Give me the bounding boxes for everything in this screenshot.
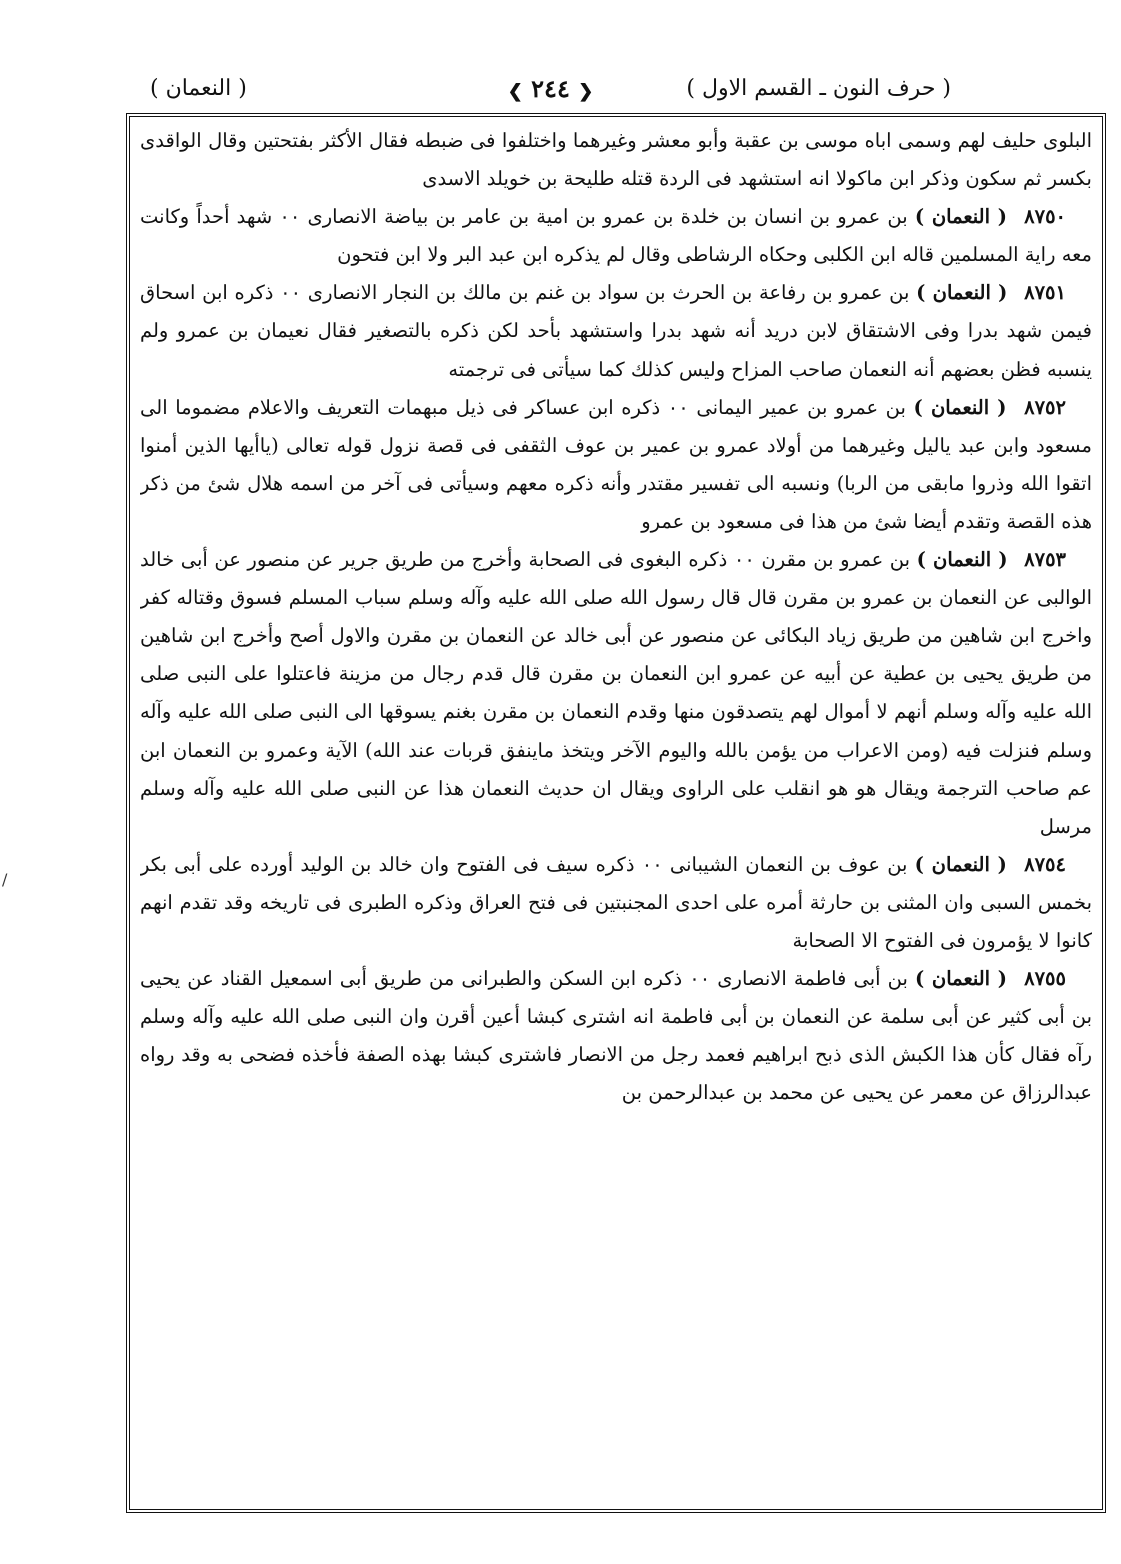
entry-name: ( النعمان ) (913, 395, 1007, 419)
page-number (508, 72, 594, 109)
ornament-right: ❯ (507, 81, 523, 102)
entry-number: ٨٧٥٤ (1024, 852, 1066, 876)
page-header (150, 72, 951, 112)
entry-8750 (140, 198, 1092, 274)
intro-paragraph: البلوى حليف لهم وسمى اباه موسى بن عقبة وأبو معشر وغيرهما واختلفوا فى ضبطه فقال الأكثر بفتحتين وقال الواقدى بكسر ثم سكون وذكر ابن ماكولا انه استشهد فى الردة قتله طليحة بن خويلد الاسدى (140, 129, 1092, 191)
entry-text: بن عوف بن النعمان الشيبانى ٠٠ ذكره سيف فى الفتوح وان خالد بن الوليد أورده على أبى بكر بخمس السبى وان المثنى بن حارثة أمره على احدى المجنبتين فى فتح العراق وذكره الطبرى فى تاريخه وقد تقدم انهم كانوا لا يؤمرون فى الفتوح الا الصحابة (140, 852, 1092, 952)
entry-8755 (140, 960, 1092, 1112)
entry-text: بن عمرو بن انسان بن خلدة بن عمرو بن امية بن عامر بن بياضة الانصارى ٠٠ شهد أحداً وكانت معه راية المسلمين قاله ابن الكلبى وحكاه الرشاطى وقال لم يذكره ابن عبد البر ولا ابن فتحون (140, 205, 1092, 267)
entry-number: ٨٧٥٣ (1024, 548, 1067, 572)
entry-name: ( النعمان ) (914, 205, 1007, 229)
entry-number: ٨٧٥١ (1024, 281, 1066, 305)
entry-text: بن عمرو بن عمير اليمانى ٠٠ ذكره ابن عساكر فى ذيل مبهمات التعريف والاعلام مضموما الى مسعود وابن عبد ياليل وغيرهما من أولاد عمرو بن عمير بن عوف الثقفى فى قصة نزول قوله تعالى (ياأيها الذين أمنوا اتقوا الله وذروا مابقى من الربا) ونسبه الى تفسير مقتدر وأنه ذكره معهم وسيأتى فى آخر من اسمه هلال شئ من ذكر هذه القصة وتقدم أيضا شئ من هذا فى مسعود بن عمرو (140, 395, 1092, 533)
entry-text: بن عمرو بن رفاعة بن الحرث بن سواد بن غنم بن مالك بن النجار الانصارى ٠٠ ذكره ابن اسحاق فيمن شهد بدرا وفى الاشتقاق لابن دريد أنه شهد بدرا واستشهد بأحد لكن ذكره بالتصغير فقال نعيمان بن عمرو ولم ينسبه فظن بعضهم أنه النعمان صاحب المزاح وليس كذلك كما سيأتى فى ترجمته (140, 281, 1092, 381)
chapter-heading: ( حرف النون ـ القسم الاول ) (686, 76, 951, 101)
entry-text: بن أبى فاطمة الانصارى ٠٠ ذكره ابن السكن والطبرانى من طريق أبى اسمعيل القناد عن يحيى بن أبى كثير عن أبى سلمة عن النعمان بن أبى فاطمة انه اشترى كبشا أعين أقرن وان النبى صلى الله عليه وآله وسلم رآه فقال كأن هذا الكبش الذى ذبح ابراهيم فعمد رجل من الانصار فاشترى كبشا بهذه الصفة فأخذه فضحى به وقد رواه عبدالرزاق عن معمر عن يحيى عن محمد بن عبدالرحمن بن (140, 967, 1092, 1105)
entry-8752 (140, 389, 1092, 541)
entry-name: ( النعمان ) (914, 852, 1007, 876)
scan-edge-mark: / (2, 870, 8, 889)
running-title: ( النعمان ) (150, 76, 247, 101)
entry-number: ٨٧٥٢ (1024, 395, 1067, 419)
entry-number: ٨٧٥٠ (1024, 205, 1067, 229)
entry-8751 (140, 274, 1092, 388)
entry-text: بن عمرو بن مقرن ٠٠ ذكره البغوى فى الصحابة وأخرج من طريق جرير عن منصور عن أبى خالد الوالبى عن النعمان بن عمرو بن مقرن قال قال رسول الله صلى الله عليه وآله وسلم سباب المسلم فسوق وقتاله كفر واخرج ابن شاهين من طريق زياد البكائى عن منصور عن أبى خالد عن النعمان بن مقرن والاول أصح وأخرج ابن شاهين من طريق يحيى بن عطية عن أبيه عن عمرو ابن النعمان بن مقرن قال قدم رجال من مزينة فاعتلوا على النبى صلى الله عليه وآله وسلم أنهم لا أموال لهم يتصدقون منها وقدم النعمان بن مقرن بغنم يسوقها الى النبى صلى الله عليه وآله وسلم فنزلت فيه (ومن الاعراب من يؤمن بالله واليوم الآخر ويتخذ ماينفق قربات عند الله) الآية وعمرو بن النعمان ابن عم صاحب الترجمة ويقال هو هو انقلب على الراوى ويقال ان حديث النعمان هذا عن النبى صلى الله عليه وآله وسلم مرسل (140, 548, 1092, 838)
page-number-value: ٢٤٤ (531, 74, 570, 103)
entry-number: ٨٧٥٥ (1024, 967, 1067, 991)
ornament-left: ❮ (578, 81, 594, 102)
entry-name: ( النعمان ) (915, 967, 1008, 991)
entry-8754 (140, 846, 1092, 960)
entry-name: ( النعمان ) (916, 281, 1008, 305)
entry-8753 (140, 541, 1092, 846)
entry-name: ( النعمان ) (916, 548, 1008, 572)
page-body (140, 122, 1092, 1504)
